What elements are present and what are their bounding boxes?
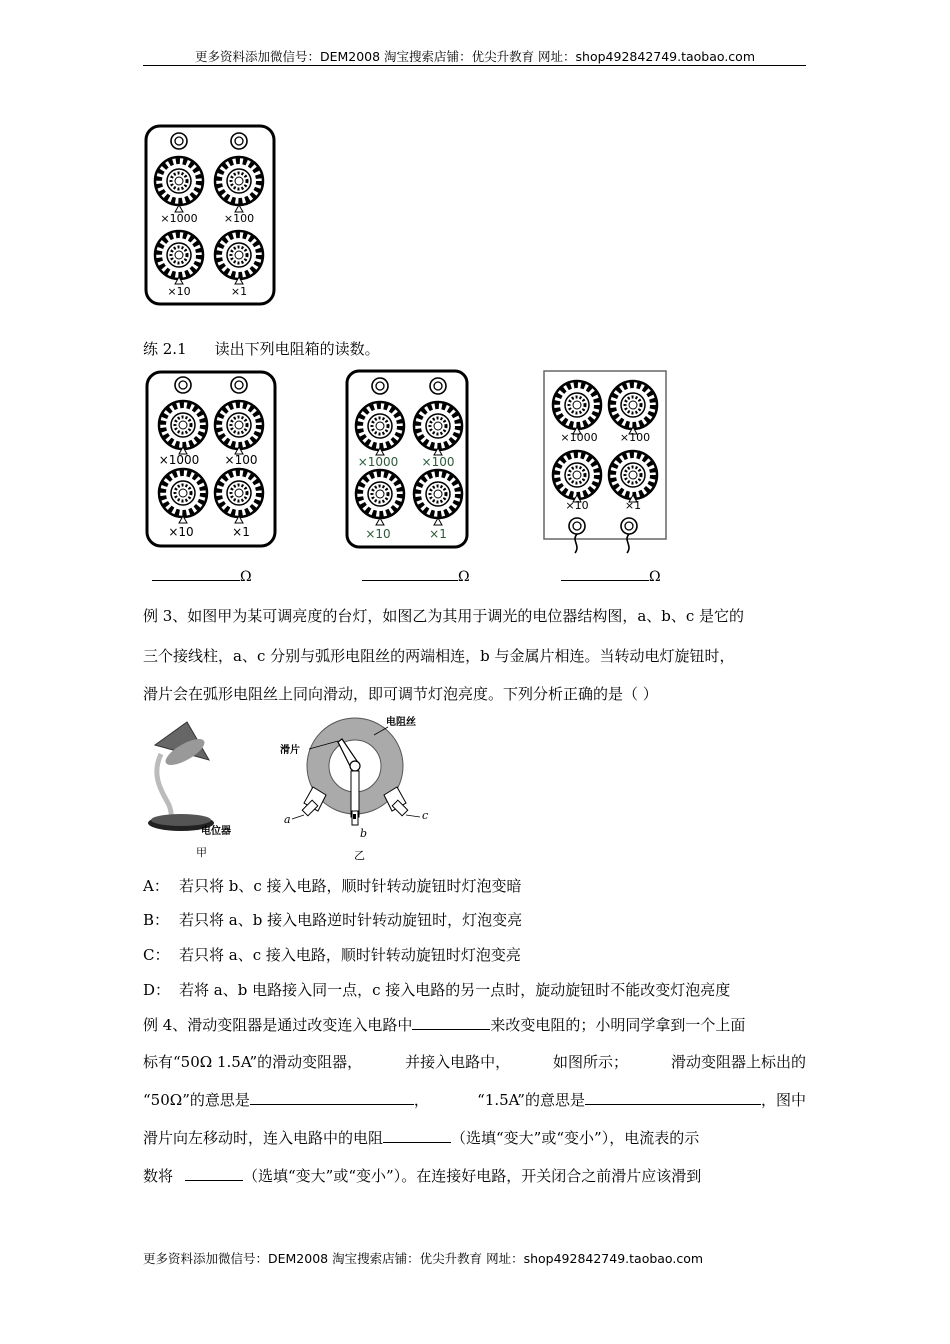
- ex4-text: “1.5A”的意思是: [477, 1091, 585, 1109]
- label-x1: ×1: [624, 499, 642, 512]
- label-jia: 甲: [196, 846, 207, 859]
- option-key: A：: [143, 877, 169, 895]
- ex4-text: “50Ω”的意思是: [143, 1091, 250, 1109]
- ex4-blank-1[interactable]: [412, 1015, 490, 1030]
- label-x100: ×100: [421, 455, 455, 469]
- ex4-text: ，图中: [760, 1091, 806, 1109]
- answer-blank-1[interactable]: [152, 566, 252, 585]
- option-b[interactable]: [143, 909, 522, 930]
- option-text: 若只将 a、c 接入电路，顺时针转动旋钮时灯泡变亮: [179, 946, 521, 964]
- answer-blank-3[interactable]: [561, 566, 661, 585]
- example3-line1: 例 3、如图甲为某可调亮度的台灯，如图乙为其用于调光的电位器结构图，a、b、c 是它的: [143, 607, 745, 625]
- label-x1000: ×1000: [158, 453, 200, 467]
- example4-line4: [143, 1127, 806, 1148]
- dial-icon: [215, 157, 263, 205]
- label-slider: 滑片: [280, 745, 300, 756]
- label-c: c: [422, 809, 429, 822]
- option-c[interactable]: [143, 944, 521, 965]
- label-x1: ×1: [232, 525, 250, 539]
- resistance-box-figure-top: [143, 123, 279, 308]
- exercise-2-1-heading: [143, 338, 380, 359]
- option-d[interactable]: [143, 979, 730, 1000]
- ex4-blank-2[interactable]: [250, 1090, 414, 1105]
- label-x1000: ×1000: [560, 431, 598, 444]
- label-x10: ×10: [365, 527, 391, 541]
- ex4-text: 滑片向左移动时，连入电路中的电阻: [143, 1129, 384, 1147]
- ex4-blank-5[interactable]: [185, 1166, 243, 1181]
- label-x1000: ×1000: [160, 212, 198, 225]
- ex4-blank-4[interactable]: [383, 1128, 451, 1143]
- resistance-box-2: [344, 368, 470, 550]
- ex4-text: ，: [413, 1091, 429, 1109]
- label-yi: 乙: [354, 849, 365, 862]
- label-x1: ×1: [230, 285, 248, 298]
- label-x100: ×100: [223, 212, 255, 225]
- option-text: 若只将 a、b 接入电路逆时针转动旋钮时，灯泡变亮: [179, 911, 523, 929]
- exercise-number: 练 2.1: [143, 340, 187, 358]
- desk-lamp-figure: [143, 720, 243, 865]
- example4-line5: [143, 1165, 806, 1186]
- ex4-text: 来改变电阻的；小明同学拿到一个上面: [490, 1016, 746, 1034]
- ex4-text: 标有“50Ω 1.5A”的滑动变阻器，: [143, 1053, 363, 1071]
- example3-line2: 三个接线柱，a、c 分别与弧形电阻丝的两端相连，b 与金属片相连。当转动电灯旋钮时，: [143, 647, 735, 665]
- label-a: a: [284, 813, 291, 826]
- label-x1: ×1: [429, 527, 447, 541]
- unit-ohm: Ω: [649, 569, 661, 585]
- label-x100: ×100: [619, 431, 651, 444]
- ex4-text: 如图所示；: [553, 1053, 629, 1071]
- label-resistance-wire: 电阻丝: [386, 717, 416, 728]
- unit-ohm: Ω: [240, 569, 252, 585]
- option-key: B：: [143, 911, 170, 929]
- option-text: 若将 a、b 电路接入同一点，c 接入电路的另一点时，旋动旋钮时不能改变灯泡亮度: [179, 981, 731, 999]
- dial-icon: [155, 157, 203, 205]
- exercise-prompt: 读出下列电阻箱的读数。: [214, 340, 380, 358]
- label-potentiometer: 电位器: [201, 826, 231, 837]
- option-text: 若只将 b、c 接入电路，顺时针转动旋钮时灯泡变暗: [179, 877, 522, 895]
- example4-line2: [143, 1051, 806, 1072]
- label-x100: ×100: [224, 453, 258, 467]
- page-footer: 更多资料添加微信号：DEM2008 淘宝搜索店铺：优尖升教育 网址：shop492842749.taobao.com: [143, 1251, 704, 1266]
- resistance-box-3: [541, 369, 669, 555]
- example3-line3: 滑片会在弧形电阻丝上同向滑动，即可调节灯泡亮度。下列分析正确的是（ ）: [143, 685, 658, 703]
- example4-line1: [143, 1014, 806, 1035]
- option-key: C：: [143, 946, 170, 964]
- dial-icon: [215, 231, 263, 279]
- option-a[interactable]: [143, 875, 522, 896]
- example4-line3: [143, 1089, 806, 1110]
- resistance-box-1: [143, 369, 279, 549]
- ex4-text: 并接入电路中，: [405, 1053, 511, 1071]
- ex4-text: （选填“变大”或“变小”）。在连接好电路，开关闭合之前滑片应该滑到: [243, 1167, 702, 1185]
- ex4-text: 数将: [143, 1167, 174, 1185]
- ex4-text: 例 4、滑动变阻器是通过改变连入电路中: [143, 1016, 413, 1034]
- ex4-text: 滑动变阻器上标出的: [670, 1053, 806, 1071]
- label-x1000: ×1000: [357, 455, 399, 469]
- label-x10: ×10: [168, 525, 194, 539]
- label-x10: ×10: [565, 499, 589, 512]
- unit-ohm: Ω: [458, 569, 470, 585]
- label-x10: ×10: [167, 285, 191, 298]
- header-rule: [143, 65, 806, 66]
- ex4-blank-3[interactable]: [585, 1090, 761, 1105]
- answer-blank-2[interactable]: [362, 566, 470, 585]
- page-header: 更多资料添加微信号：DEM2008 淘宝搜索店铺：优尖升教育 网址：shop492842749.taobao.com: [194, 49, 756, 64]
- potentiometer-figure: [278, 713, 438, 863]
- dial-icon: [155, 231, 203, 279]
- option-key: D：: [143, 981, 171, 999]
- ex4-text: （选填“变大”或“变小”），电流表的示: [451, 1129, 700, 1147]
- label-b: b: [360, 827, 368, 840]
